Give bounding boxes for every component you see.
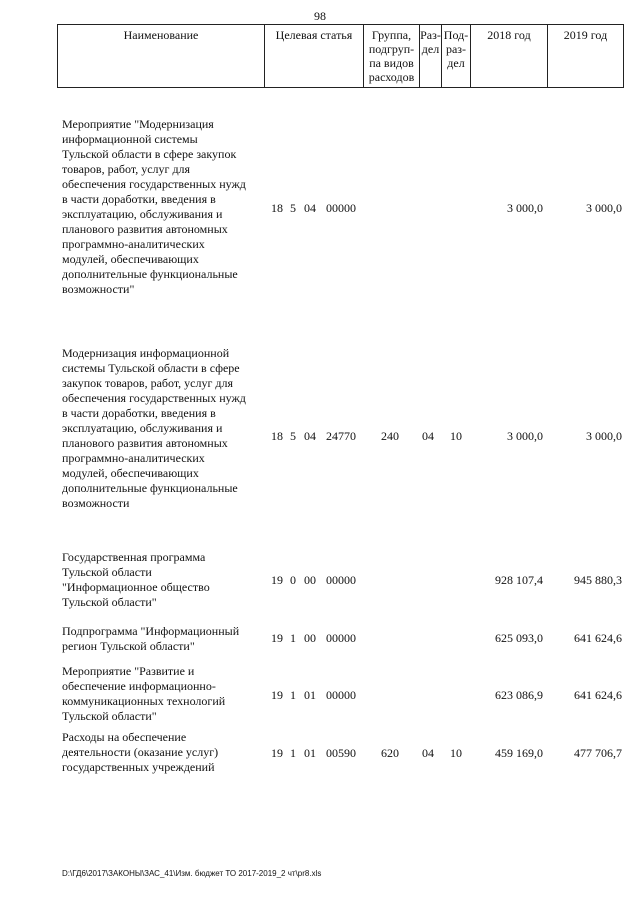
code-razdel: 04 — [422, 746, 434, 760]
code-podrazdel: 10 — [450, 746, 462, 760]
row-name: Расходы на обеспечение деятельности (оказание услуг) государственных учреждений — [62, 730, 219, 774]
table-header — [57, 24, 624, 88]
code-subprogram: 1 — [290, 631, 296, 645]
row-name: Мероприятие "Модернизация информационной системы Тульской области в сфере закупок товаров, работ, услуг для обеспечения государственных нужд в части доработки, введения в эксплуатацию, обслуживания и планового развития автономных программно-аналитических модулей, обеспечивающих дополнительные функциональные возможности" — [62, 117, 246, 296]
file-path-footer: D:\ГД6\2017\ЗАКОНЫ\ЗАС_41\Изм. бюджет ТО 2017-2019_2 чт\pr8.xls — [62, 869, 322, 878]
code-program: 19 — [271, 573, 283, 587]
amount-2018: 3 000,0 — [507, 429, 543, 443]
amount-2019: 3 000,0 — [586, 201, 622, 215]
amount-2018: 459 169,0 — [495, 746, 543, 760]
amount-2019: 641 624,6 — [574, 631, 622, 645]
code-measure: 01 — [304, 688, 316, 702]
amount-2019: 3 000,0 — [586, 429, 622, 443]
code-direction: 00000 — [326, 688, 356, 702]
code-subprogram: 1 — [290, 746, 296, 760]
code-measure: 01 — [304, 746, 316, 760]
header-podrazdel: Под- раз- дел — [441, 25, 470, 87]
code-group: 620 — [381, 746, 399, 760]
code-subprogram: 0 — [290, 573, 296, 587]
code-measure: 00 — [304, 631, 316, 645]
code-direction: 00000 — [326, 573, 356, 587]
code-program: 19 — [271, 631, 283, 645]
row-name: Модернизация информационной системы Тульской области в сфере закупок товаров, работ, услуг для обеспечения государственных нужд в части доработки, введения в эксплуатацию, обслуживания и планового развития автономных программно-аналитических модулей, обеспечивающих дополнительные функциональные возможности — [62, 346, 246, 510]
code-program: 19 — [271, 746, 283, 760]
header-2019: 2019 год — [547, 25, 623, 87]
code-group: 240 — [381, 429, 399, 443]
amount-2018: 623 086,9 — [495, 688, 543, 702]
code-measure: 04 — [304, 201, 316, 215]
amount-2019: 945 880,3 — [574, 573, 622, 587]
amount-2018: 3 000,0 — [507, 201, 543, 215]
header-2018: 2018 год — [470, 25, 547, 87]
code-direction: 00590 — [326, 746, 356, 760]
header-target: Целевая статья — [264, 25, 363, 87]
code-direction: 00000 — [326, 201, 356, 215]
code-measure: 04 — [304, 429, 316, 443]
code-program: 18 — [271, 429, 283, 443]
header-name: Наименование — [123, 28, 199, 42]
amount-2018: 625 093,0 — [495, 631, 543, 645]
row-name: Мероприятие "Развитие и обеспечение информационно- коммуникационных технологий Тульской области" — [62, 664, 226, 723]
amount-2019: 641 624,6 — [574, 688, 622, 702]
amount-2019: 477 706,7 — [574, 746, 622, 760]
code-razdel: 04 — [422, 429, 434, 443]
code-subprogram: 5 — [290, 429, 296, 443]
page-number: 98 — [314, 9, 326, 23]
row-name: Подпрограмма "Информационный регион Тульской области" — [62, 624, 240, 653]
header-group: Группа, подгруп- па видов расходов — [363, 25, 419, 87]
row-name: Государственная программа Тульской области "Информационное общество Тульской области" — [62, 550, 210, 609]
code-measure: 00 — [304, 573, 316, 587]
code-program: 19 — [271, 688, 283, 702]
code-podrazdel: 10 — [450, 429, 462, 443]
code-subprogram: 1 — [290, 688, 296, 702]
code-program: 18 — [271, 201, 283, 215]
code-subprogram: 5 — [290, 201, 296, 215]
code-direction: 00000 — [326, 631, 356, 645]
code-direction: 24770 — [326, 429, 356, 443]
amount-2018: 928 107,4 — [495, 573, 543, 587]
header-razdel: Раз- дел — [419, 25, 441, 87]
